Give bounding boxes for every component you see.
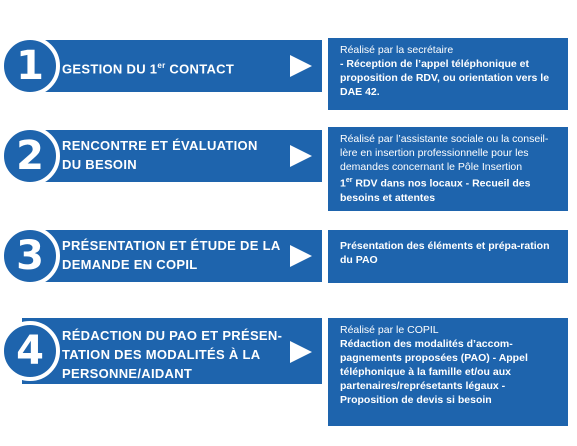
step-4-title [62, 326, 286, 383]
step-2-desc-light: Réalisé par l’assistante sociale ou la conseil-lère en insertion professionnelle pour les demandes concernant le Pôle Insertion [340, 133, 549, 173]
step-3-arrow-icon [290, 245, 312, 267]
step-1-desc-bold: - Réception de l’appel téléphonique et proposition de RDV, ou orientation vers le DAE 42. [340, 58, 550, 98]
step-2-desc-bold-num: 1 [340, 177, 346, 190]
step-2-number-badge [0, 126, 60, 186]
step-3-title [62, 236, 287, 274]
step-2-title-line-2: DU BESOIN [62, 157, 137, 172]
step-4-title-line-3: PERSONNE/AIDANT [62, 366, 193, 381]
step-3-number: 3 [16, 233, 44, 279]
step-4-arrow-icon [290, 341, 312, 363]
step-1-description [328, 38, 568, 110]
step-2-arrow-icon [290, 145, 312, 167]
step-4-desc-bold: Rédaction des modalités d’accom-pagnements proposées (PAO) - Appel téléphonique à la famille et/ou aux partenaires/représetants légaux - Proposition de devis si besoin [340, 338, 528, 406]
step-2-title [62, 136, 287, 174]
step-4-title-line-1: RÉDACTION DU PAO ET PRÉSEN- [62, 328, 283, 343]
step-1-desc-light: Réalisé par la secrétaire [340, 44, 454, 56]
step-4-desc-light: Réalisé par le COPIL [340, 324, 439, 336]
step-2-title-line-1: RENCONTRE ET ÉVALUATION [62, 138, 258, 153]
step-2-number: 2 [16, 133, 44, 179]
step-1-title [62, 56, 287, 78]
step-3-description [328, 230, 568, 283]
step-1-number: 1 [16, 43, 44, 89]
step-3-number-badge [0, 226, 60, 286]
step-1-title-sup: er [157, 61, 166, 70]
step-4-description [328, 318, 568, 426]
step-2-desc-bold [340, 174, 560, 205]
step-2-desc-bold-sup: er [345, 177, 353, 184]
step-2-desc-bold-text: RDV dans nos locaux - Recueil des besoins et attentes [340, 177, 531, 204]
step-1-title-text: GESTION DU 1 [62, 61, 158, 77]
step-1-title-text-end: CONTACT [165, 61, 235, 77]
step-4-title-line-2: TATION DES MODALITÉS À LA [62, 347, 261, 362]
step-3-desc-bold: Présentation des éléments et prépa-ration du PAO [340, 240, 550, 266]
step-2-description [328, 127, 568, 211]
step-1-number-badge [0, 36, 60, 96]
step-3-title-line-1: PRÉSENTATION ET ÉTUDE DE LA [62, 238, 281, 253]
step-4-number: 4 [16, 328, 44, 374]
step-4-number-badge [0, 321, 60, 381]
step-3-title-line-2: DEMANDE EN COPIL [62, 257, 198, 272]
step-1-arrow-icon [290, 55, 312, 77]
